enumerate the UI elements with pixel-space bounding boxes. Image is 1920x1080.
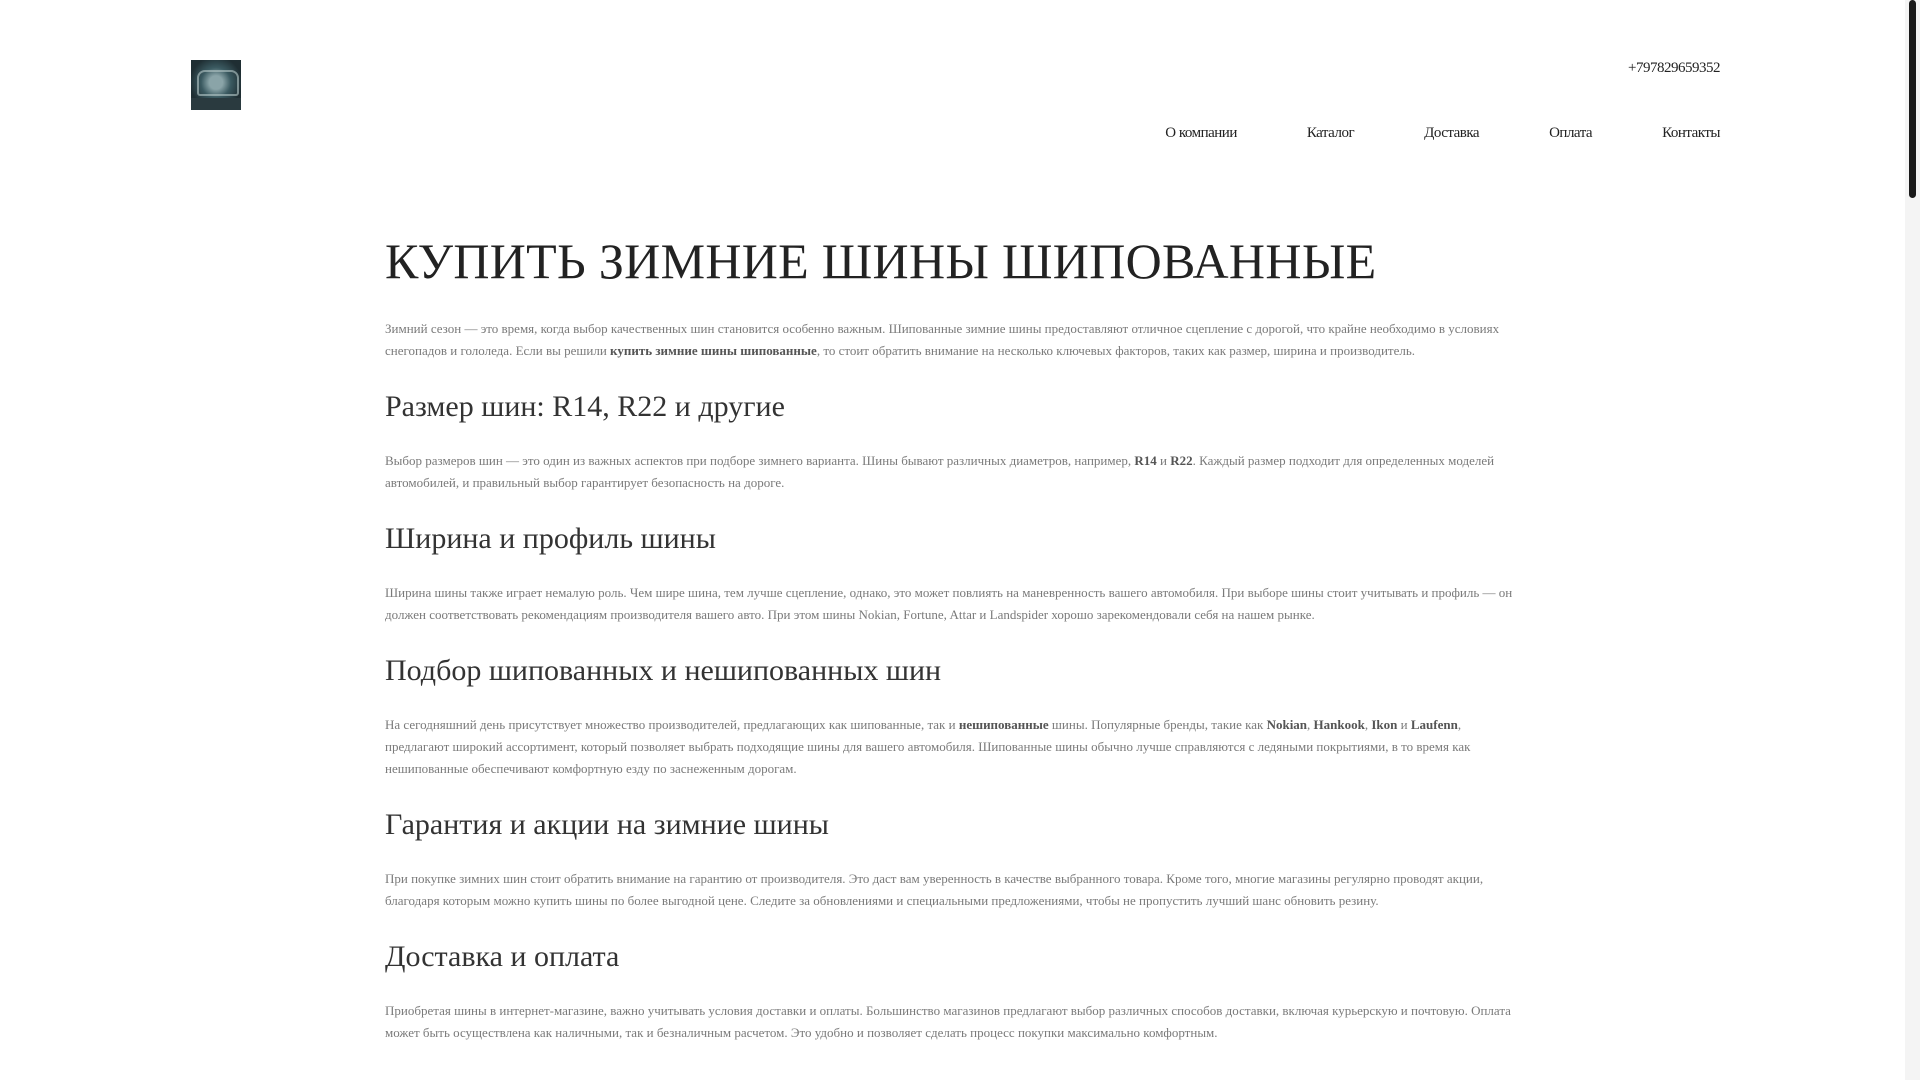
scrollbar-thumb[interactable] xyxy=(1909,0,1916,198)
nav-item-payment[interactable]: Оплата xyxy=(1549,125,1593,141)
section-heading-size: Размер шин: R14, R22 и другие xyxy=(385,390,785,423)
section-paragraph-warranty: При покупке зимних шин стоит обратить внимание на гарантию от производителя. Это даст вам уверенность в качестве выбранного товара. Кроме того, многие магазины регулярно проводят акции, благодаря которым можно купить шины по более выгодной цене. Следите за обновлениями и специальными предложениями, чтобы не пропустить лучший шанс обновить резину. xyxy=(385,871,1484,908)
section-heading-delivery: Доставка и оплата xyxy=(385,940,620,973)
section-paragraph-studded: На сегодняшний день присутствует множество производителей, предлагающих как шипованные, так и нешипованные шины. Популярные бренды, такие как Nokian, Hankook, Ikon и Laufenn, предлагают широкий ассортимент, который позволяет выбрать подходящие шины для вашего автомобиля. Шипованные шины обычно лучше справляются с ледяными покрытиями, в то время как нешипованные обеспечивают комфортную езду по заснеженным дорогам. xyxy=(385,717,1471,776)
section-heading-warranty: Гарантия и акции на зимние шины xyxy=(385,808,829,841)
nav-item-contacts[interactable]: Контакты xyxy=(1662,125,1720,141)
section-paragraph-width: Ширина шины также играет немалую роль. Чем шире шина, тем лучше сцепление, однако, это может повлиять на маневренность вашего автомобиля. При выборе шины стоит учитывать и профиль — он должен соответствовать рекомендациям производителя вашего авто. При этом шины Nokian, Fortune, Attar и Landspider хорошо зарекомендовали себя на нашем рынке. xyxy=(385,585,1513,622)
main-nav xyxy=(1165,125,1720,142)
section-paragraph-size: Выбор размеров шин — это один из важных аспектов при подборе зимнего варианта. Шины бывают различных диаметров, например, R14 и R22. Каждый размер подходит для определенных моделей автомобилей, и правильный выбор гарантирует безопасность на дороге. xyxy=(385,453,1495,490)
section-heading-width: Ширина и профиль шины xyxy=(385,522,716,555)
article xyxy=(385,232,1527,1044)
site-header xyxy=(0,0,1905,160)
intro-paragraph: Зимний сезон — это время, когда выбор качественных шин становится особенно важным. Шипованные зимние шины предоставляют отличное сцепление с дорогой, что крайне необходимо в условиях снегопадов и гололеда. Если вы решили купить зимние шины шипованные, то стоит обратить внимание на несколько ключевых факторов, таких как размер, ширина и производитель. xyxy=(385,321,1500,358)
nav-item-delivery[interactable]: Доставка xyxy=(1424,125,1480,141)
nav-item-about[interactable]: О компании xyxy=(1165,125,1237,141)
scrollbar[interactable] xyxy=(1905,0,1920,1080)
section-heading-studded: Подбор шипованных и нешипованных шин xyxy=(385,654,942,687)
section-paragraph-delivery: Приобретая шины в интернет-магазине, важно учитывать условия доставки и оплаты. Большинство магазинов предлагают выбор различных способов доставки, включая курьерскую и почтовую. Оплата может быть осуществлена как наличными, так и безналичным расчетом. Это удобно и позволяет сделать процесс покупки максимально комфортным. xyxy=(385,1003,1511,1040)
page-title: КУПИТЬ ЗИМНИЕ ШИНЫ ШИПОВАННЫЕ xyxy=(385,233,1377,289)
site-logo[interactable] xyxy=(191,60,241,110)
nav-item-catalog[interactable]: Каталог xyxy=(1306,125,1355,141)
phone-number[interactable]: +797829659352 xyxy=(1628,60,1720,76)
